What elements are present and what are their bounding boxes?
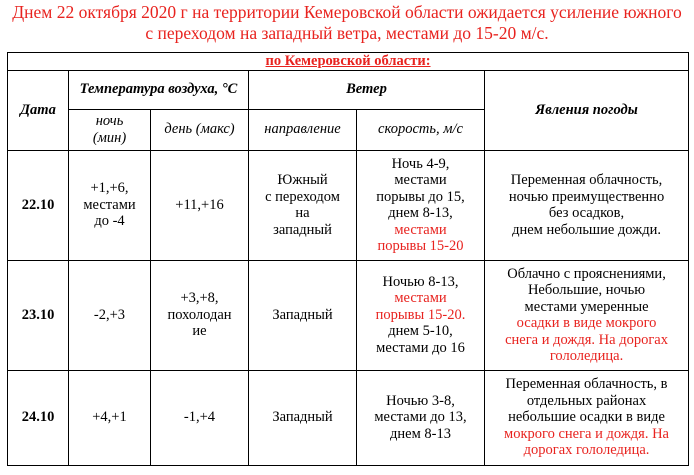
cell-line: Ночью 3-8, [386, 392, 455, 409]
cell-line: Западный [272, 306, 333, 323]
header-temp-day: день (макс) [151, 109, 249, 150]
cell-line-warning: местами [394, 290, 447, 307]
forecast-headline [0, 0, 694, 44]
cell-line: Западный [272, 409, 333, 426]
cell-line: днем 5-10, [388, 323, 453, 340]
header-row-1 [8, 70, 689, 109]
header-phenomena: Явления погоды [485, 70, 689, 150]
row-phenomena [485, 150, 689, 260]
header-temp-night-line: (мин) [92, 129, 127, 146]
cell-line: Переменная облачность, в [505, 376, 668, 393]
cell-line: небольшие осадки в виде [508, 409, 665, 426]
cell-line: Небольшие, ночью [527, 282, 646, 298]
cell-line: порывы до 15, [376, 188, 465, 205]
cell-line-warning: местами [394, 221, 447, 238]
table-row [8, 370, 689, 465]
table-row [8, 150, 689, 260]
cell-line: -2,+3 [93, 306, 126, 323]
row-wind-direction [249, 370, 357, 465]
cell-line-warning: снега и дождя. На дорогах [505, 331, 668, 348]
cell-line: ночью преимущественно [508, 188, 665, 205]
cell-line: местами [394, 172, 447, 188]
headline-line-1: Днем 22 октября 2020 г на территории Кемеровской области ожидается усиление южного [12, 2, 682, 22]
cell-line: с переходом [265, 188, 340, 205]
cell-line: ие [192, 323, 207, 340]
cell-line: до -4 [94, 213, 125, 230]
cell-line: Переменная облачность, [510, 172, 663, 188]
row-wind-direction [249, 150, 357, 260]
region-title: по Кемеровской области: [8, 53, 689, 71]
cell-line: днем небольшие дожди. [512, 221, 661, 238]
header-wind-speed: скорость, м/с [357, 109, 485, 150]
cell-line-warning: порывы 15-20. [375, 306, 466, 323]
row-phenomena [485, 260, 689, 370]
cell-line: местами до 16 [376, 339, 465, 356]
row-temp-day [151, 150, 249, 260]
cell-line-warning: гололедица. [549, 348, 624, 364]
cell-line: без осадков, [548, 205, 625, 221]
cell-line: на [295, 205, 310, 221]
cell-line: +11,+16 [175, 196, 224, 213]
cell-line: +4,+1 [92, 409, 127, 426]
cell-line-warning: мокрого снега и дождя. На [504, 425, 669, 442]
header-date: Дата [8, 70, 69, 150]
header-wind-direction: направление [249, 109, 357, 150]
cell-line: -1,+4 [183, 409, 216, 426]
row-wind-direction [249, 260, 357, 370]
cell-line: Облачно с прояснениями, [507, 265, 666, 282]
row-temp-day [151, 370, 249, 465]
row-phenomena [485, 370, 689, 465]
cell-line: местами [83, 196, 136, 213]
cell-line: +3,+8, [180, 290, 219, 307]
row-date: 22.10 [8, 150, 69, 260]
header-temperature: Температура воздуха, °С [69, 70, 249, 109]
row-temp-night [69, 150, 151, 260]
cell-line-warning: осадки в виде мокрого [516, 315, 657, 331]
header-temp-night [69, 109, 151, 150]
row-wind-speed [357, 150, 485, 260]
row-temp-night [69, 370, 151, 465]
region-row [8, 53, 689, 71]
forecast-table [7, 52, 689, 466]
cell-line: Южный [277, 172, 328, 188]
header-wind: Ветер [249, 70, 485, 109]
cell-line: западный [273, 221, 332, 238]
row-wind-speed [357, 370, 485, 465]
cell-line: местами умеренные [524, 298, 649, 315]
cell-line-warning: дорогах гололедица. [523, 442, 650, 459]
row-temp-day [151, 260, 249, 370]
cell-line-warning: порывы 15-20 [377, 238, 464, 254]
cell-line: Ночь 4-9, [391, 155, 450, 172]
cell-line: днем 8-13, [388, 205, 453, 221]
cell-line: отдельных районах [526, 392, 647, 409]
headline-line-2: с переходом на западный ветра, местами до 15-20 м/с. [145, 23, 549, 43]
cell-line: местами до 13, [374, 409, 467, 426]
row-wind-speed [357, 260, 485, 370]
table-row [8, 260, 689, 370]
header-temp-night-line: ночь [95, 113, 124, 129]
cell-line: днем 8-13 [390, 425, 451, 442]
cell-line: Ночью 8-13, [382, 273, 459, 290]
row-temp-night [69, 260, 151, 370]
cell-line: похолодан [167, 306, 232, 323]
cell-line: +1,+6, [90, 180, 129, 197]
row-date: 24.10 [8, 370, 69, 465]
row-date: 23.10 [8, 260, 69, 370]
